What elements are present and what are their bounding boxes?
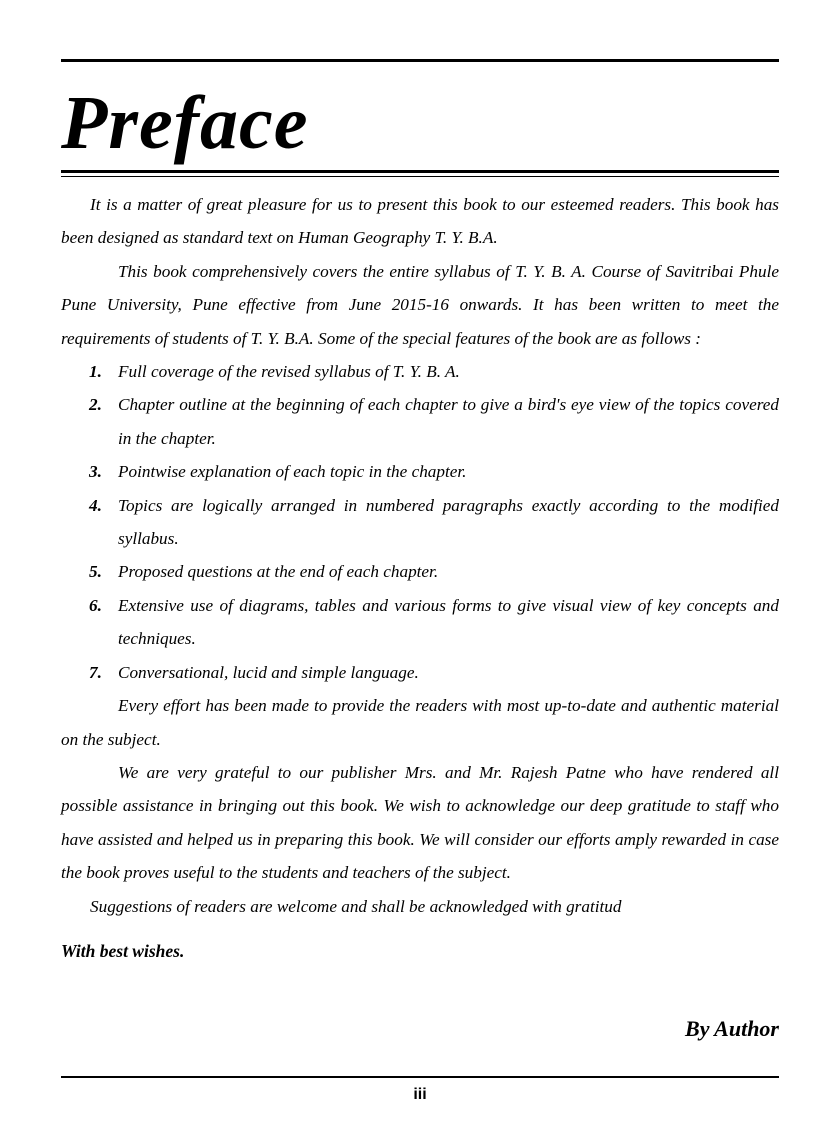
list-item (61, 656, 779, 689)
document-page (61, 0, 779, 1140)
author-signature: By Author (685, 1016, 779, 1041)
list-item-text: Extensive use of diagrams, tables and various forms to give visual view of key concepts and techniques. (118, 595, 779, 649)
coverage-paragraph: This book comprehensively covers the entire syllabus of T. Y. B. A. Course of Savitribai Phule Pune University, Pune effective from June 2015-16 onwards. It has been written to meet the requirements of students of T. Y. B.A. Some of the special features of the book are as follows : (61, 261, 779, 348)
list-item-number: 2. (89, 395, 102, 415)
list-item-number: 5. (89, 562, 102, 582)
list-item-text: Proposed questions at the end of each chapter. (118, 562, 439, 582)
list-item-number: 1. (89, 362, 102, 382)
list-item-text: Chapter outline at the beginning of each chapter to give a bird's eye view of the topics covered in the chapter. (118, 395, 779, 448)
closing-wishes: With best wishes. (61, 941, 185, 961)
list-item (61, 455, 779, 488)
list-item-text: Full coverage of the revised syllabus of T. Y. B. A. (118, 362, 460, 382)
list-item (61, 388, 779, 455)
list-item (61, 589, 779, 656)
page-number: iii (413, 1086, 427, 1103)
bottom-rule (61, 1076, 779, 1078)
list-item (61, 555, 779, 588)
suggestions-paragraph: Suggestions of readers are welcome and shall be acknowledged with gratitud (90, 896, 622, 916)
list-item-number: 7. (89, 662, 102, 682)
gratitude-paragraph: We are very grateful to our publisher Mrs. and Mr. Rajesh Patne who have rendered all possible assistance in bringing out this book. We wish to acknowledge our deep gratitude to staff who have assisted and helped us in preparing this book. We will consider our efforts amply rewarded in case the book proves useful to the students and teachers of the subject. (61, 762, 779, 883)
title-rule-thick (61, 170, 779, 173)
list-item-text: Conversational, lucid and simple language. (118, 662, 419, 682)
preface-body (61, 188, 779, 923)
list-item-number: 6. (89, 595, 102, 615)
effort-paragraph: Every effort has been made to provide the readers with most up-to-date and authentic material on the subject. (61, 696, 779, 749)
top-rule (61, 59, 779, 62)
list-item-number: 4. (89, 495, 102, 515)
list-item (61, 355, 779, 388)
title-rule-thin (61, 176, 779, 177)
page-title: Preface (61, 81, 309, 165)
list-item-text: Pointwise explanation of each topic in the chapter. (118, 462, 467, 482)
intro-paragraph: It is a matter of great pleasure for us to present this book to our esteemed readers. This book has been designed as standard text on Human Geography T. Y. B.A. (61, 195, 779, 248)
list-item-text: Topics are logically arranged in numbered paragraphs exactly according to the modified syllabus. (118, 495, 779, 549)
features-list (61, 355, 779, 689)
list-item-number: 3. (89, 462, 102, 482)
list-item (61, 489, 779, 556)
